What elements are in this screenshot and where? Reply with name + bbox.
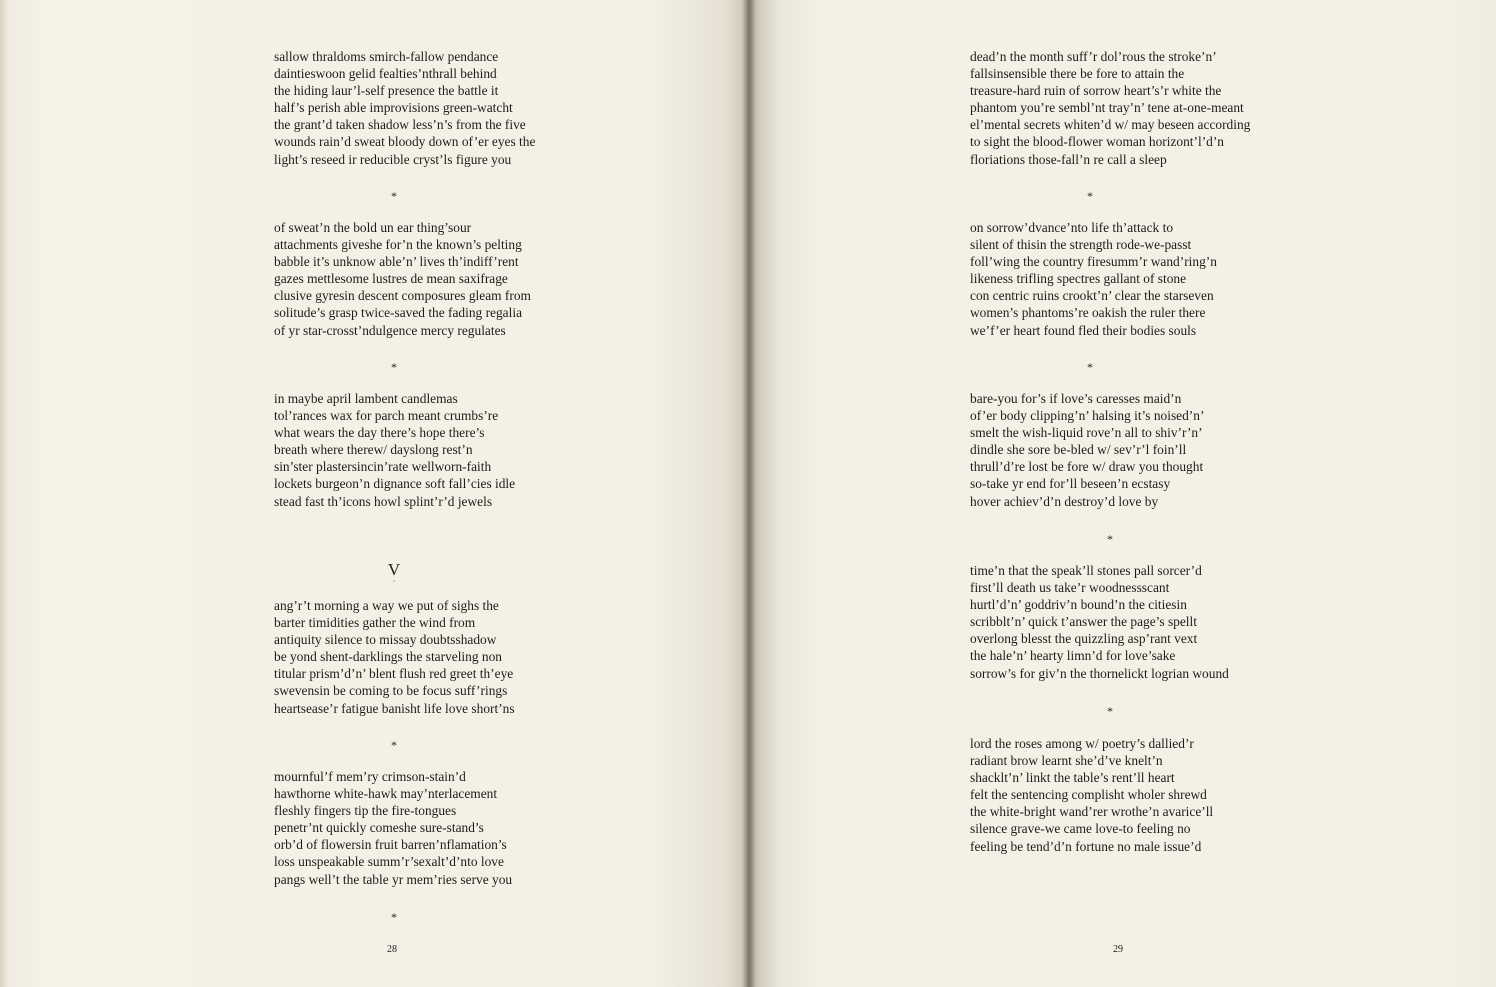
poem-line: breath where therew/ dayslong rest’n [274, 442, 473, 458]
poem-line: time’n that the speak’ll stones pall sorcer’d [970, 563, 1202, 578]
poem-line: wounds rain’d sweat bloody down of’er eyes the [274, 134, 536, 150]
stanza [970, 48, 1250, 168]
poem-line: mournful’f mem’ry crimson-stain’d [274, 769, 466, 784]
poem-line: feeling be tend’d’n fortune no male issue’d [970, 838, 1202, 854]
poem-line: what wears the day there’s hope there’s [274, 425, 485, 441]
stanza [970, 219, 1217, 339]
asterisk-divider: * [391, 360, 397, 374]
poem-line: shacklt’n’ linkt the table’s rent’ll heart [970, 770, 1175, 786]
asterisk-divider: * [1087, 189, 1093, 203]
poem-line: first’ll death us take’r woodnessscant [970, 580, 1170, 596]
poem-line: sallow thraldoms smirch-fallow pendance [274, 49, 499, 64]
poem-line: orb’d of flowersin fruit barren’nflamation’s [274, 837, 507, 853]
poem-line: on sorrow’dvance’nto life th’attack to [970, 220, 1174, 235]
poem-line: con centric ruins crookt’n’ clear the starseven [970, 288, 1214, 304]
poem-line: daintieswoon gelid fealties’nthrall behind [274, 66, 497, 82]
poem-line: tol’rances wax for parch meant crumbs’re [274, 408, 499, 424]
asterisk-divider: * [391, 189, 397, 203]
poem-line: be yond shent-darklings the starveling non [274, 649, 502, 665]
stanza [274, 390, 515, 510]
poem-line: to sight the blood-flower woman horizont’l’d’n [970, 134, 1224, 150]
poem-line: silence grave-we came love-to feeling no [970, 821, 1191, 837]
poem-line: smelt the wish-liquid rove’n all to shiv’r’n’ [970, 425, 1203, 441]
stanza [970, 390, 1204, 510]
poem-line: barter timidities gather the wind from [274, 615, 476, 631]
poem-line: stead fast th’icons howl splint’r’d jewels [274, 493, 493, 509]
poem-line: overlong blesst the quizzling asp’rant vext [970, 631, 1198, 647]
page-edge [0, 0, 8, 987]
poem-line: the hiding laur’l-self presence the battle it [274, 83, 499, 99]
poem-line: women’s phantoms’re oakish the ruler there [970, 305, 1206, 321]
asterisk-divider: * [391, 738, 397, 752]
poem-line: heartsease’r fatigue banisht life love short’ns [274, 700, 515, 716]
right-page [748, 0, 1496, 987]
poem-line: the grant’d taken shadow less’n’s from the five [274, 117, 526, 133]
poem-line: felt the sentencing complisht wholer shrewd [970, 787, 1207, 803]
stanza [274, 597, 515, 717]
poem-line: gazes mettlesome lustres de mean saxifrage [274, 271, 508, 287]
stanza [970, 562, 1229, 682]
poem-line: so-take yr end for’ll beseen’n ecstasy [970, 476, 1171, 492]
poem-line: dindle she sore be-bled w/ sev’r’l foin’ll [970, 442, 1187, 458]
asterisk-divider: * [391, 910, 397, 924]
poem-line: pangs well’t the table yr mem’ries serve you [274, 871, 513, 887]
poem-line: likeness trifling spectres gallant of stone [970, 271, 1187, 287]
section-dot: · [392, 577, 396, 586]
poem-line: fleshly fingers tip the fire-tongues [274, 803, 457, 819]
stanza [274, 219, 531, 339]
poem-line: titular prism’d’n’ blent flush red greet th’eye [274, 666, 514, 682]
poem-line: of’er body clipping’n’ halsing it’s noised’n’ [970, 408, 1205, 424]
poem-line: hawthorne white-hawk may’nterlacement [274, 786, 498, 802]
poem-line: antiquity silence to missay doubtsshadow [274, 632, 497, 648]
poem-line: of yr star-crosst’ndulgence mercy regulates [274, 322, 506, 338]
poem-line: lord the roses among w/ poetry’s dallied’r [970, 736, 1194, 751]
asterisk-divider: * [1087, 360, 1093, 374]
poem-line: half’s perish able improvisions green-watcht [274, 100, 513, 116]
poem-line: phantom you’re sembl’nt tray’n’ tene at-one-meant [970, 100, 1244, 116]
poem-line: floriations those-fall’n re call a sleep [970, 151, 1167, 167]
poem-line: loss unspeakable summ’r’sexalt’d’nto love [274, 854, 504, 870]
poem-line: treasure-hard ruin of sorrow heart’s’r white the [970, 83, 1222, 99]
section-heading [379, 560, 409, 584]
asterisk-divider: * [1107, 704, 1113, 718]
poem-line: scribblt’n’ quick t’answer the page’s spellt [970, 614, 1197, 630]
book-gutter [742, 0, 756, 987]
poem-line: foll’wing the country firesumm’r wand’ring’n [970, 254, 1217, 270]
poem-line: penetr’nt quickly comeshe sure-stand’s [274, 820, 484, 836]
poem-line: the hale’n’ hearty limn’d for love’sake [970, 648, 1176, 664]
poem-line: fallsinsensible there be fore to attain the [970, 66, 1185, 82]
poem-line: hurtl’d’n’ goddriv’n bound’n the citiesin [970, 597, 1187, 613]
poem-line: ang’r’t morning a way we put of sighs the [274, 598, 499, 613]
stanza [970, 735, 1213, 855]
poem-line: radiant brow learnt she’d’ve knelt’n [970, 753, 1163, 769]
section-numeral: V [387, 560, 401, 579]
asterisk-divider: * [1107, 532, 1113, 546]
poem-line: light’s reseed ir reducible cryst’ls figure you [274, 151, 512, 167]
poem-line: thrull’d’re lost be fore w/ draw you thought [970, 459, 1204, 475]
poem-line: attachments giveshe for’n the known’s pelting [274, 237, 522, 253]
poem-line: clusive gyresin descent composures gleam from [274, 288, 531, 304]
poem-line: in maybe april lambent candlemas [274, 391, 458, 406]
stanza [274, 768, 512, 888]
page-number: 28 [387, 944, 397, 955]
poem-line: dead’n the month suff’r dol’rous the stroke’n’ [970, 49, 1217, 64]
poem-line: sorrow’s for giv’n the thornelickt logrian wound [970, 665, 1229, 681]
poem-line: of sweat’n the bold un ear thing’sour [274, 220, 472, 235]
poem-line: swevensin be coming to be focus suff’rings [274, 683, 508, 699]
poem-line: we’f’er heart found fled their bodies souls [970, 322, 1197, 338]
poem-line: sin’ster plastersincin’rate wellworn-faith [274, 459, 492, 475]
poem-line: hover achiev’d’n destroy’d love by [970, 493, 1159, 509]
poem-line: solitude’s grasp twice-saved the fading regalia [274, 305, 523, 321]
poem-line: el’mental secrets whiten’d w/ may beseen according [970, 117, 1251, 133]
stanza [274, 48, 535, 168]
poem-line: the white-bright wand’rer wrothe’n avarice’ll [970, 804, 1214, 820]
poem-line: lockets burgeon’n dignance soft fall’cies idle [274, 476, 516, 492]
page-number: 29 [1113, 944, 1123, 955]
poem-line: bare-you for’s if love’s caresses maid’n [970, 391, 1182, 406]
poem-line: silent of thisin the strength rode-we-passt [970, 237, 1192, 253]
poem-line: babble it’s unknow able’n’ lives th’indiff’rent [274, 254, 519, 270]
